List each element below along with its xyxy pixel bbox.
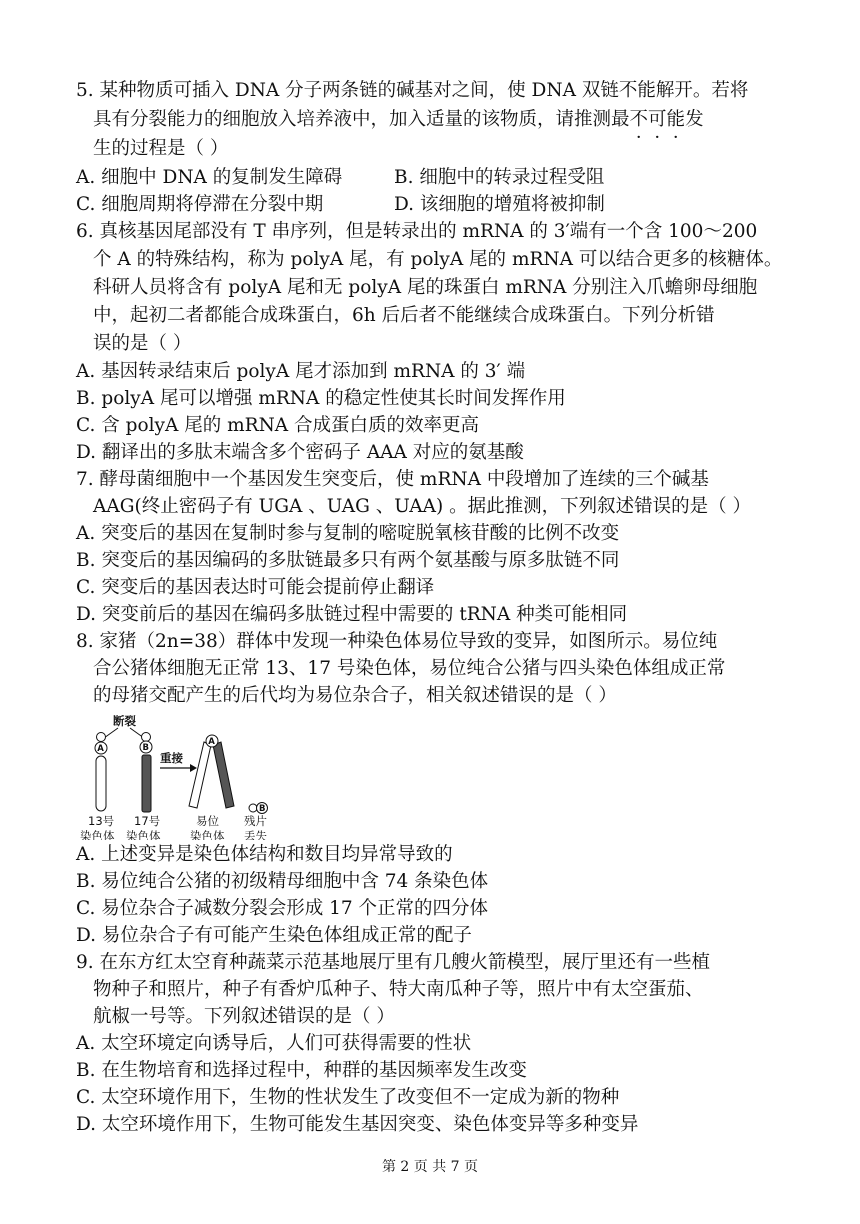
label-break: 断裂 bbox=[113, 714, 136, 728]
label-chr13-word: 染色体 bbox=[80, 829, 115, 840]
q6-stem-line1: 6. 真核基因尾部没有 T 串序列，但是转录出的 mRNA 的 3′端有一个含 100～200 bbox=[76, 221, 758, 242]
chromosome-17 bbox=[126, 733, 161, 841]
emphasis-char: 可 · bbox=[648, 109, 667, 148]
q8-option-d: D. 易位杂合子有可能产生染色体组成正常的配子 bbox=[76, 925, 472, 946]
q7-option-a: A. 突变后的基因在复制时参与复制的嘧啶脱氧核苷酸的比例不改变 bbox=[76, 523, 620, 544]
q6-option-d: D. 翻译出的多肽末端含多个密码子 AAA 对应的氨基酸 bbox=[76, 442, 524, 463]
chromosome-13 bbox=[80, 733, 115, 841]
label-chr17-num: 17号 bbox=[134, 814, 161, 828]
q8-option-c: C. 易位杂合子减数分裂会形成 17 个正常的四分体 bbox=[76, 898, 489, 919]
q9-stem-line1: 9. 在东方红太空育种蔬菜示范基地展厅里有几艘火箭模型，展厅里还有一些植 bbox=[76, 952, 711, 973]
label-frag-word1: 残片 bbox=[244, 814, 267, 828]
label-frag-word2: 丢失 bbox=[244, 829, 267, 840]
page-number-footer: 第 2 页 共 7 页 bbox=[381, 1159, 479, 1175]
translocation-diagram bbox=[78, 712, 288, 840]
label-trans-word1: 易位 bbox=[196, 814, 219, 828]
q9-option-a: A. 太空环境定向诱导后，人们可获得需要的性状 bbox=[76, 1033, 472, 1054]
q9-option-c: C. 太空环境作用下，生物的性状发生了改变但不一定成为新的物种 bbox=[76, 1087, 620, 1108]
translocation-chromosome bbox=[189, 735, 234, 840]
mark-a: A bbox=[97, 744, 104, 754]
q6-option-a: A. 基因转录结束后 polyA 尾才添加到 mRNA 的 3′ 端 bbox=[76, 361, 526, 382]
fragment-lost bbox=[244, 803, 268, 841]
q7-option-d: D. 突变前后的基因在编码多肽链过程中需要的 tRNA 种类可能相同 bbox=[76, 604, 628, 625]
q9-option-b: B. 在生物培育和选择过程中，种群的基因频率发生改变 bbox=[76, 1060, 527, 1081]
q6-stem-line3: 科研人员将含有 polyA 尾和无 polyA 尾的珠蛋白 mRNA 分别注入爪蟾卵母细胞 bbox=[93, 277, 758, 298]
q5-option-a: A. 细胞中 DNA 的复制发生障碍 bbox=[76, 167, 343, 188]
q6-stem-line5: 误的是（ ） bbox=[93, 333, 192, 354]
q5-stem-line2: 具有分裂能力的细胞放入培养液中，加入适量的该物质，请推测最不 · 可 · 能 · 发 bbox=[93, 109, 704, 148]
chromosome-translocation-figure bbox=[78, 712, 288, 840]
rejoin-arrow bbox=[160, 751, 197, 772]
mark-b: B bbox=[142, 743, 149, 753]
q7-stem-line2: AAG(终止密码子有 UGA 、UAG 、UAA) 。据此推测，下列叙述错误的是（ ） bbox=[93, 496, 751, 517]
q6-stem-line2: 个 A 的特殊结构，称为 polyA 尾，有 polyA 尾的 mRNA 可以结合更多的核糖体。 bbox=[93, 249, 783, 270]
q7-option-c: C. 突变后的基因表达时可能会提前停止翻译 bbox=[76, 577, 435, 598]
q8-option-b: B. 易位纯合公猪的初级精母细胞中含 74 条染色体 bbox=[76, 871, 489, 892]
q5-option-c: C. 细胞周期将停滞在分裂中期 bbox=[76, 194, 324, 215]
q6-stem-line4: 中，起初二者都能合成珠蛋白，6h 后后者不能继续合成珠蛋白。下列分析错 bbox=[93, 305, 715, 326]
q8-stem-line2: 合公猪体细胞无正常 13、17 号染色体，易位纯合公猪与四头染色体组成正常 bbox=[93, 658, 726, 679]
q9-stem-line2: 物种子和照片，种子有香炉瓜种子、特大南瓜种子等，照片中有太空蛋茄、 bbox=[93, 979, 704, 1000]
q5-option-d: D. 该细胞的增殖将被抑制 bbox=[394, 194, 605, 215]
q8-stem-line3: 的母猪交配产生的后代均为易位杂合子，相关叙述错误的是（ ） bbox=[93, 685, 617, 706]
emphasis-char: 不 · bbox=[629, 109, 649, 148]
q6-option-b: B. polyA 尾可以增强 mRNA 的稳定性使其长时间发挥作用 bbox=[76, 388, 566, 409]
label-chr13-num: 13号 bbox=[88, 814, 115, 828]
q8-stem-line1: 8. 家猪（2n=38）群体中发现一种染色体易位导致的变异，如图所示。易位纯 bbox=[76, 631, 718, 652]
q7-stem-line1: 7. 酵母菌细胞中一个基因发生突变后，使 mRNA 中段增加了连续的三个碱基 bbox=[76, 469, 709, 490]
label-rejoin: 重接 bbox=[160, 751, 183, 765]
q8-option-a: A. 上述变异是染色体结构和数目均异常导致的 bbox=[76, 844, 453, 865]
label-trans-word2: 染色体 bbox=[190, 829, 225, 840]
q7-option-b: B. 突变后的基因编码的多肽链最多只有两个氨基酸与原多肽链不同 bbox=[76, 550, 620, 571]
q5-stem-line1: 5. 某种物质可插入 DNA 分子两条链的碱基对之间，使 DNA 双链不能解开。若将 bbox=[76, 80, 749, 101]
label-chr17-word: 染色体 bbox=[126, 829, 161, 840]
mark-a-trans: A bbox=[208, 737, 215, 747]
mark-b-frag: B bbox=[259, 804, 266, 814]
q6-option-c: C. 含 polyA 尾的 mRNA 合成蛋白质的效率更高 bbox=[76, 415, 480, 436]
q9-stem-line3: 航椒一号等。下列叙述错误的是（ ） bbox=[93, 1006, 395, 1027]
q9-option-d: D. 太空环境作用下，生物可能发生基因突变、染色体变异等多种变异 bbox=[76, 1114, 639, 1135]
q5-stem-line2-text: 具有分裂能力的细胞放入培养液中，加入适量的该物质，请推测最 bbox=[93, 109, 630, 130]
q5-option-b: B. 细胞中的转录过程受阻 bbox=[394, 167, 605, 188]
q5-stem-line3: 生的过程是（ ） bbox=[93, 138, 229, 159]
emphasis-char: 能 · bbox=[666, 109, 686, 148]
